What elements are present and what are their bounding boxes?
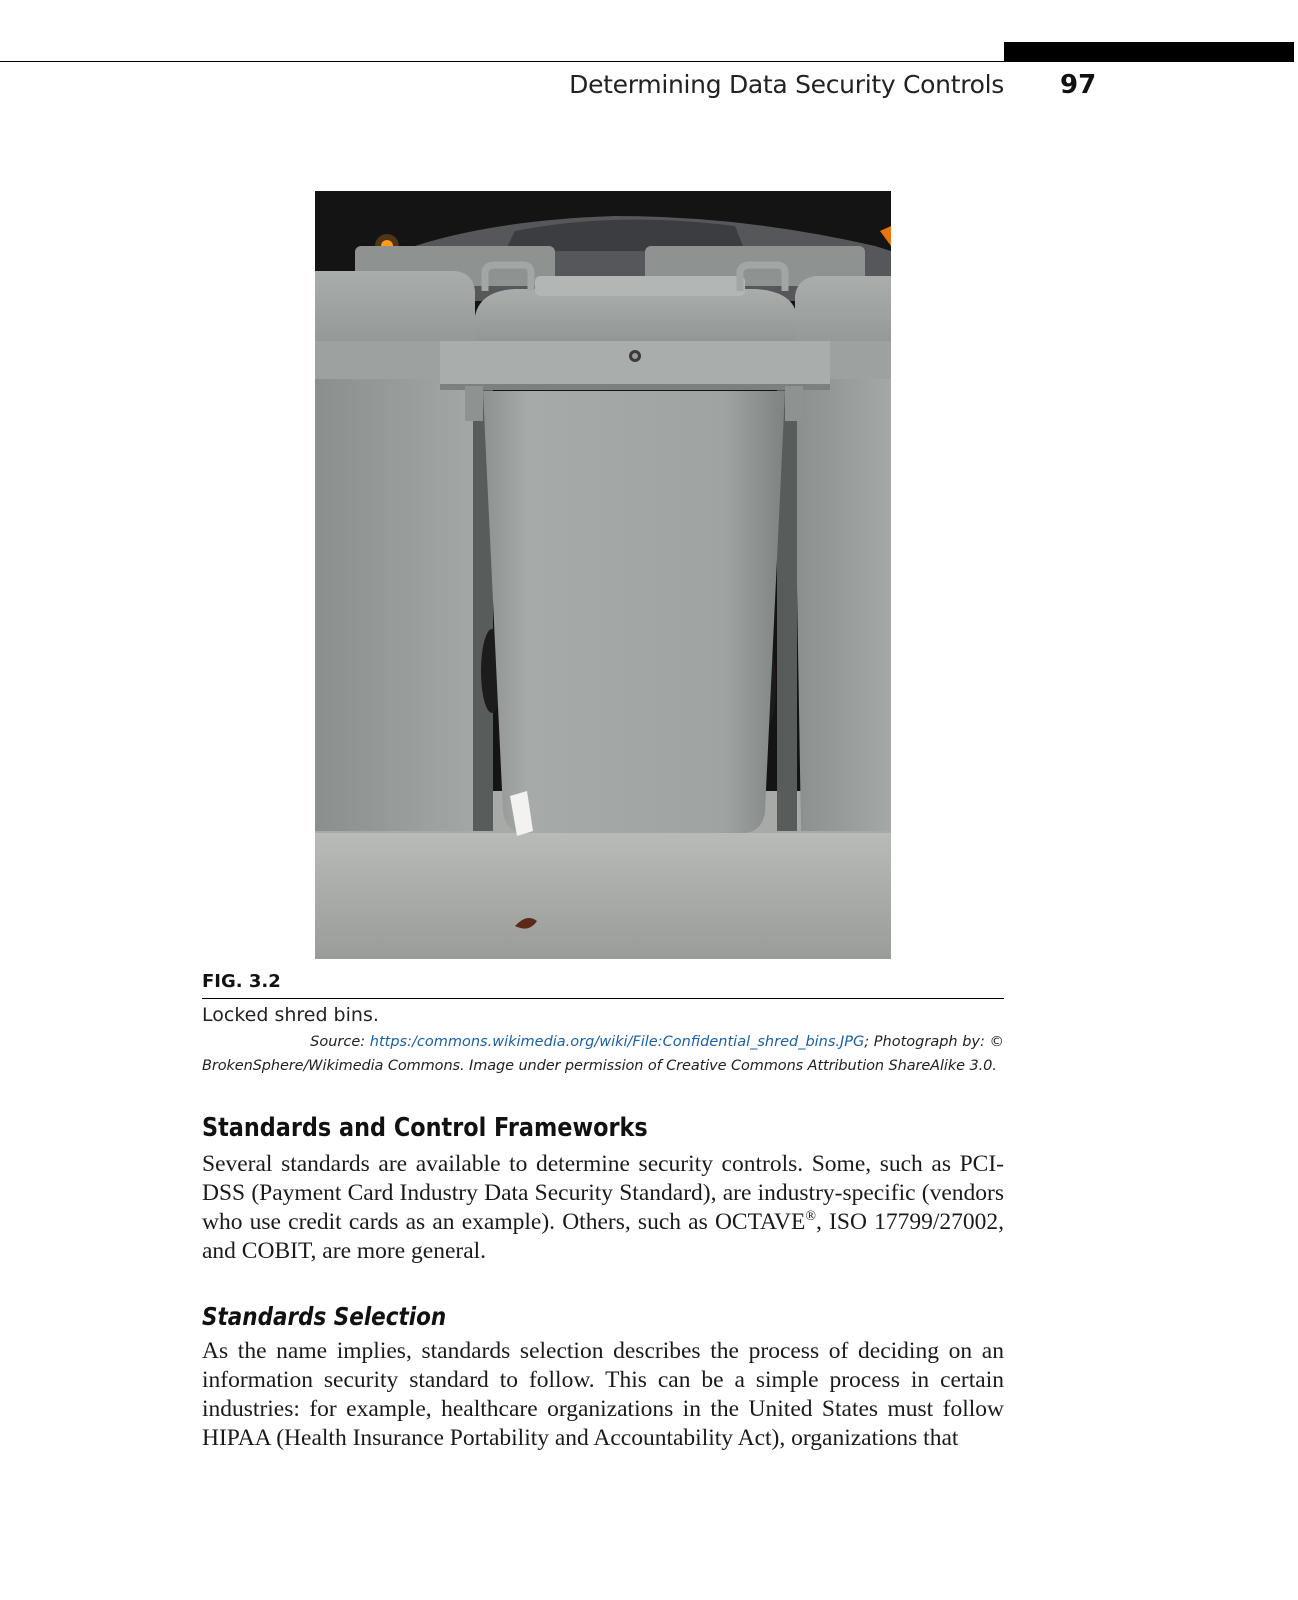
figure-source-line-1 xyxy=(202,1034,1004,1050)
source-url-link[interactable]: https:/commons.wikimedia.org/wiki/File:Confidential_shred_bins.JPG xyxy=(369,1034,865,1050)
section-paragraph xyxy=(202,1150,1004,1266)
page-number: 97 xyxy=(1060,70,1097,100)
running-head: Determining Data Security Controls xyxy=(569,70,1004,99)
subsection-heading: Standards Selection xyxy=(202,1302,447,1331)
source-prefix: Source: xyxy=(310,1034,370,1050)
figure-label: FIG. 3.2 xyxy=(202,971,281,992)
figure-source-line-2: BrokenSphere/Wikimedia Commons. Image under permission of Creative Commons Attribution ShareAlike 3.0. xyxy=(202,1058,997,1074)
para1-text-before: Several standards are available to determine security controls. Some, such as PCI-DSS (Payment Card Industry Data Security Standard), are industry-specific (vendors who use credit cards as an example). Others, such as OCTAVE xyxy=(202,1151,1004,1235)
registered-mark: ® xyxy=(805,1209,816,1225)
section-heading: Standards and Control Frameworks xyxy=(202,1113,648,1143)
shred-bins-photo xyxy=(315,191,891,959)
figure-caption: Locked shred bins. xyxy=(202,1004,379,1026)
para1-text-after: , ISO 17799/27002, and COBIT, are more general. xyxy=(202,1209,1004,1264)
header-tab-bar xyxy=(1004,42,1294,62)
subsection-paragraph: As the name implies, standards selection describes the process of deciding on an information security standard to follow. This can be a simple process in certain industries: for example, healthcare organizations in the United States must follow HIPAA (Health Insurance Portability and Accountability Act), organizations that xyxy=(202,1338,1004,1451)
figure-rule xyxy=(202,998,1004,999)
source-credit: ; Photograph by: © xyxy=(864,1034,1004,1050)
header-rule xyxy=(0,61,1004,62)
